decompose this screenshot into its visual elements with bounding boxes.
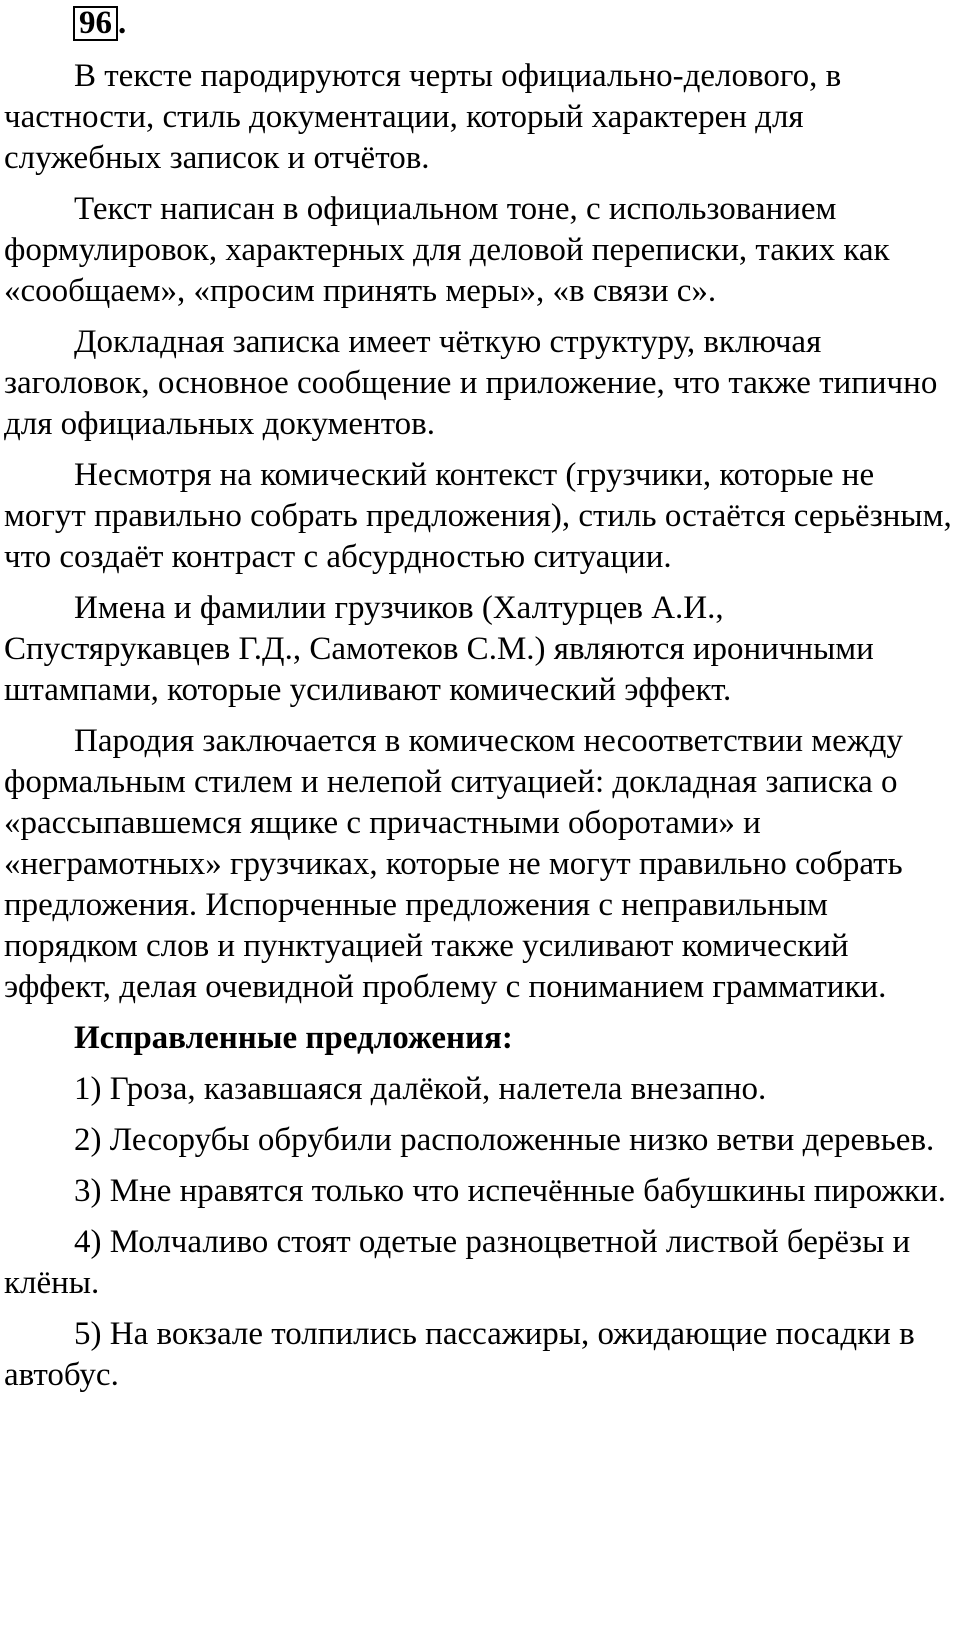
task-number-dot: . xyxy=(118,5,127,41)
corrected-item-3: 3) Мне нравятся только что испечённые бабушкины пирожки. xyxy=(74,1173,947,1209)
task-number-box: 96 xyxy=(73,6,118,41)
corrected-heading: Исправленные предложения: xyxy=(74,1020,513,1056)
paragraph-comic-context: Несмотря на комический контекст (грузчики, которые не могут правильно собрать предложения), стиль остаётся серьёзным, что создаёт контраст с абсурдностью ситуации. xyxy=(4,457,952,575)
corrected-item-1: 1) Гроза, казавшаяся далёкой, налетела внезапно. xyxy=(74,1071,767,1107)
corrected-item-2: 2) Лесорубы обрубили расположенные низко ветви деревьев. xyxy=(74,1122,935,1158)
answer-text xyxy=(4,56,954,1406)
paragraph-parody: Пародия заключается в комическом несоответствии между формальным стилем и нелепой ситуацией: докладная записка о «рассыпавшемся ящике с причастными оборотами» и «неграмотных» грузчиках, которые не могут правильно собрать предложения. Испорченные предложения с неправильным порядком слов и пунктуацией также усиливают комический эффект, делая очевидной проблему с пониманием грамматики. xyxy=(4,723,903,1005)
corrected-item-4: 4) Молчаливо стоят одетые разноцветной листвой берёзы и клёны. xyxy=(4,1224,911,1301)
paragraph-structure: Докладная записка имеет чёткую структуру, включая заголовок, основное сообщение и приложение, что также типично для официальных документов. xyxy=(4,324,938,442)
paragraph-names: Имена и фамилии грузчиков (Халтурцев А.И., Спустярукавцев Г.Д., Самотеков С.М.) являются ироничными штампами, которые усиливают комический эффект. xyxy=(4,590,874,708)
corrected-item-5: 5) На вокзале толпились пассажиры, ожидающие посадки в автобус. xyxy=(4,1316,915,1393)
paragraph-official-style: В тексте пародируются черты официально-делового, в частности, стиль документации, который характерен для служебных записок и отчётов. xyxy=(4,58,842,176)
task-number xyxy=(73,6,126,41)
paragraph-official-tone: Текст написан в официальном тоне, с использованием формулировок, характерных для деловой переписки, таких как «сообщаем», «просим принять меры», «в связи с». xyxy=(4,191,890,309)
